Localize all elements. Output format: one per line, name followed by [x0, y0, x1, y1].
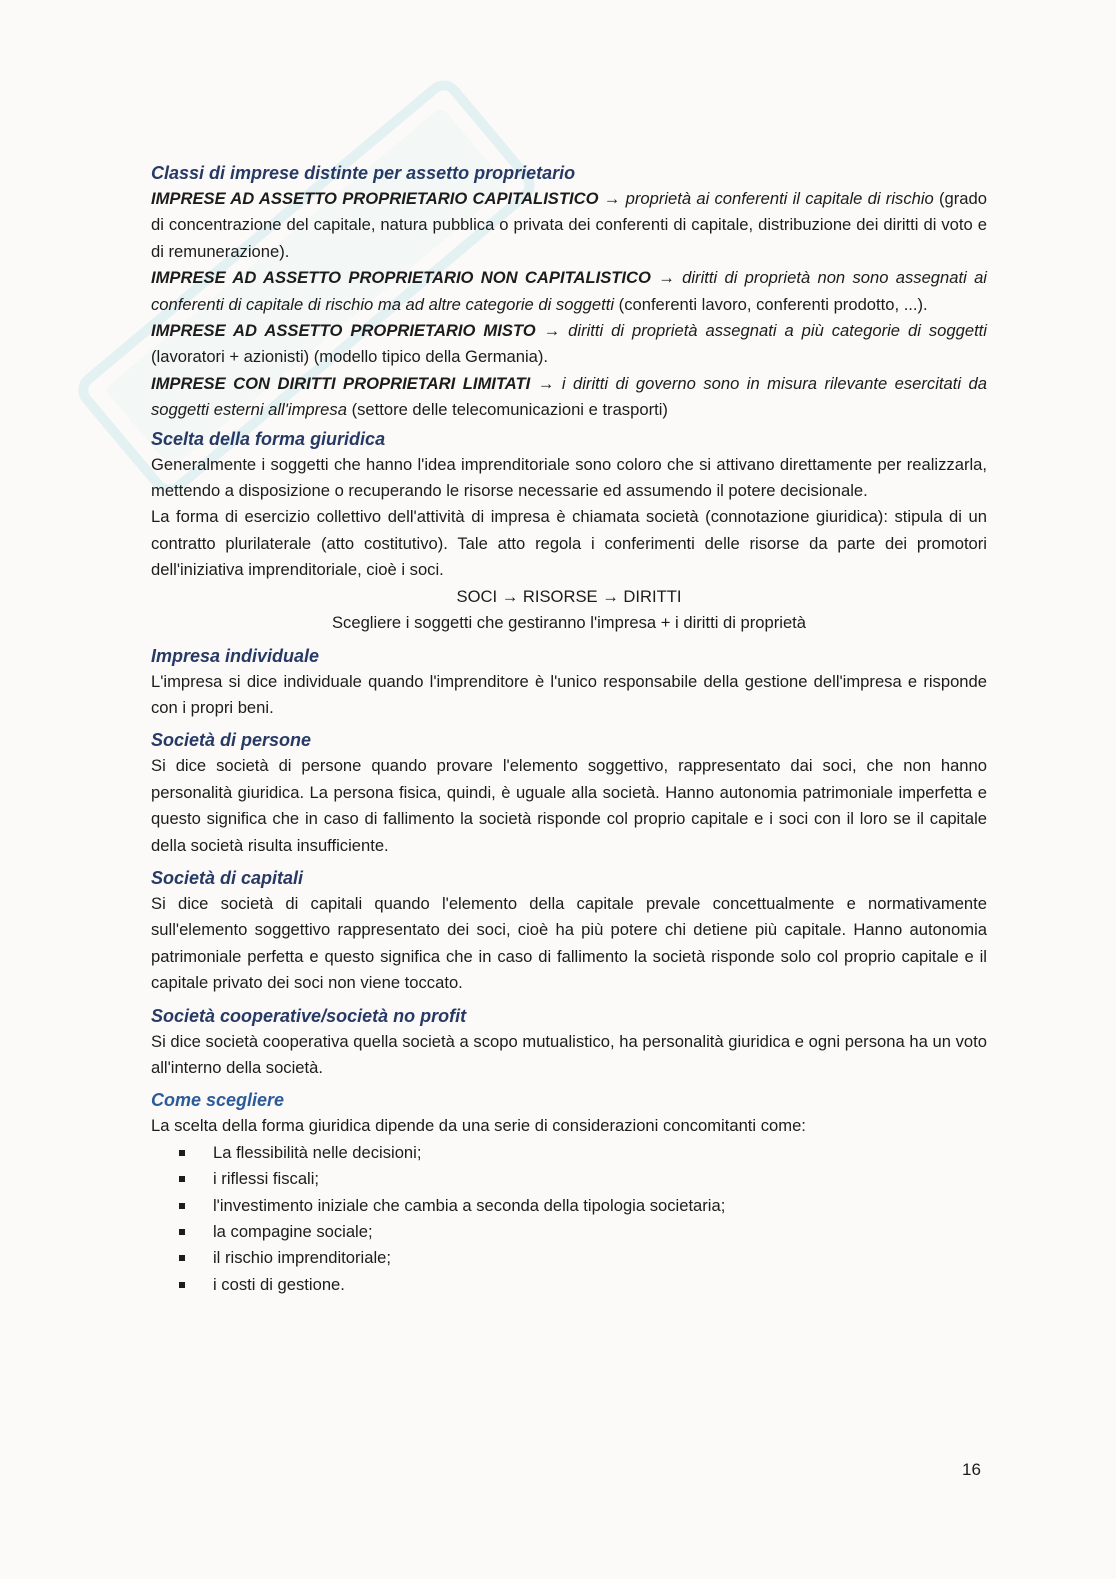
section-title-classi: Classi di imprese distinte per assetto proprietario	[151, 163, 576, 183]
list-item: La flessibilità nelle decisioni;	[179, 1140, 987, 1166]
flow-note: Scegliere i soggetti che gestiranno l'impresa + i diritti di proprietà	[331, 613, 807, 633]
arrow-icon: →	[603, 189, 621, 208]
paragraph-societa-capitali: Si dice società di capitali quando l'elemento della capitale prevale concettualmente e normativamente sull'elemento soggettivo rappresentato dei soci, cioè ha più potere chi detiene più capitale. Hanno autonomia patrimoniale perfetta e questo significa che in caso di fallimento la società risponde solo col proprio capitale e il capitale privato dei soci non viene toccato.	[151, 893, 987, 993]
arrow-icon: →	[543, 321, 561, 341]
note-limitati: (settore delle telecomunicazioni e trasporti)	[351, 400, 668, 420]
list-item: i costi di gestione.	[179, 1272, 987, 1298]
flow-soci-risorse-diritti: SOCI → RISORSE → DIRITTI	[456, 586, 682, 606]
list-item: l'investimento iniziale che cambia a seconda della tipologia societaria;	[179, 1193, 987, 1219]
definition-capitalistico	[151, 186, 987, 265]
section-title-societa-persone: Società di persone	[151, 730, 312, 751]
paragraph-forma-2: La forma di esercizio collettivo dell'attività di impresa è chiamata società (connotazione giuridica): stipula di un contratto plurilaterale (atto costitutivo). Tale atto regola i conferimenti delle risorse da parte dei promotori dell'iniziativa imprenditoriale, cioè i soci.	[151, 507, 987, 580]
bullet-icon	[179, 1255, 185, 1261]
bullet-icon	[179, 1229, 185, 1235]
paragraph-impresa-individuale: L'impresa si dice individuale quando l'imprenditore è l'unico responsabile della gestione dell'impresa e risponde con i propri beni.	[151, 671, 987, 717]
bullet-icon	[179, 1282, 185, 1288]
section-title-forma-giuridica: Scelta della forma giuridica	[151, 428, 386, 449]
section-title-come-scegliere: Come scegliere	[151, 1090, 285, 1111]
list-item: la compagine sociale;	[179, 1219, 987, 1245]
arrow-icon: →	[658, 268, 675, 288]
bullet-icon	[179, 1150, 185, 1156]
document-body	[151, 158, 987, 1298]
term-non-capitalistico: IMPRESE AD ASSETTO PROPRIETARIO NON CAPITALISTICO	[151, 268, 651, 288]
paragraph-forma-1: Generalmente i soggetti che hanno l'idea imprenditoriale sono coloro che si attivano direttamente per realizzarla, mettendo a disposizione o recuperando le risorse necessarie ed assumendo il potere decisionale.	[151, 454, 987, 501]
bullet-icon	[179, 1203, 185, 1209]
section-title-societa-capitali: Società di capitali	[151, 867, 304, 888]
desc-capitalistico: proprietà ai conferenti il capitale di rischio	[625, 189, 934, 208]
definition-misto	[151, 318, 987, 371]
page-number: 16	[962, 1460, 981, 1479]
arrow-icon: →	[537, 373, 555, 393]
list-item: il rischio imprenditoriale;	[179, 1245, 987, 1271]
desc-limitati: i diritti di governo sono in misura rilevante esercitati da soggetti esterni all'impresa	[151, 373, 987, 420]
section-title-societa-cooperative: Società cooperative/società no profit	[151, 1005, 467, 1026]
list-item: i riflessi fiscali;	[179, 1166, 987, 1192]
term-limitati: IMPRESE CON DIRITTI PROPRIETARI LIMITATI	[151, 373, 531, 393]
desc-non-capitalistico: diritti di proprietà non sono assegnati ai conferenti di capitale di rischio ma ad altre categorie di soggetti	[151, 268, 987, 314]
note-non-capitalistico: (conferenti lavoro, conferenti prodotto, ...).	[618, 294, 928, 314]
note-misto: (lavoratori + azionisti) (modello tipico della Germania).	[151, 347, 549, 367]
definition-non-capitalistico	[151, 265, 987, 318]
desc-misto: diritti di proprietà assegnati a più categorie di soggetti	[568, 321, 987, 341]
paragraph-societa-cooperative: Si dice società cooperativa quella società a scopo mutualistico, ha personalità giuridica e ogni persona ha un voto all'interno della società.	[151, 1031, 987, 1077]
considerations-list	[151, 1140, 987, 1298]
term-capitalistico: IMPRESE AD ASSETTO PROPRIETARIO CAPITALISTICO	[151, 189, 599, 208]
section-title-impresa-individuale: Impresa individuale	[151, 645, 320, 666]
note-capitalistico: (grado di concentrazione del capitale, natura pubblica o privata dei conferenti di capitale, distribuzione dei diritti di voto e di remunerazione).	[151, 189, 987, 261]
term-misto: IMPRESE AD ASSETTO PROPRIETARIO MISTO	[151, 321, 536, 341]
bullet-icon	[179, 1176, 185, 1182]
definition-limitati	[151, 371, 987, 424]
paragraph-come-scegliere: La scelta della forma giuridica dipende da una serie di considerazioni concomitanti come:	[151, 1116, 806, 1136]
paragraph-societa-persone: Si dice società di persone quando provare l'elemento soggettivo, rappresentato dai soci, che non hanno personalità giuridica. La persona fisica, quindi, è uguale alla società. Hanno autonomia patrimoniale imperfetta e questo significa che in caso di fallimento la società risponde col proprio capitale e i soci con il loro se il capitale della società risulta insufficiente.	[151, 756, 987, 855]
